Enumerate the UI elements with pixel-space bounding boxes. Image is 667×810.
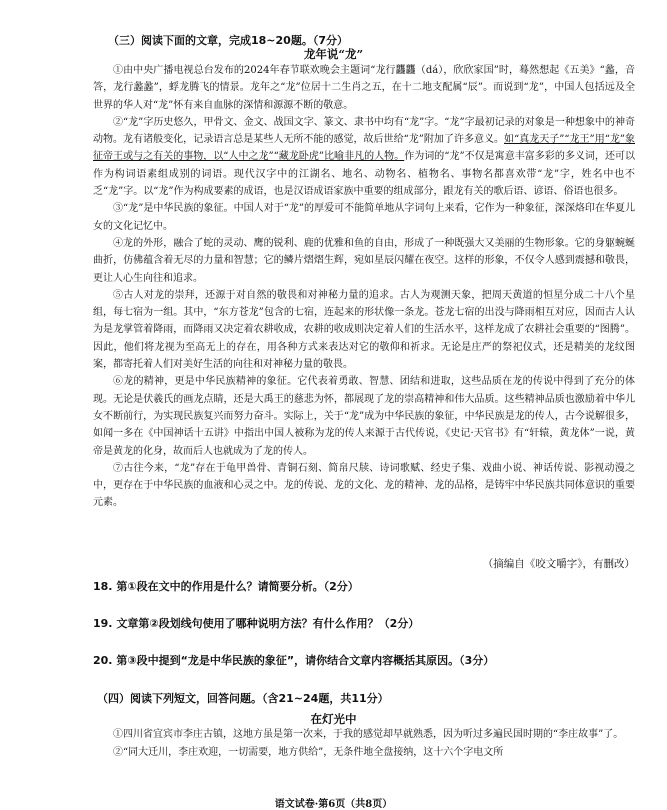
- story-title: 在灯光中: [310, 712, 357, 726]
- paragraph-4: ④龙的外形，融合了蛇的灵动、鹰的锐利、鹿的优雅和鱼的自由，形成了一种既强大又美丽的生物形象。它的身躯蜿蜒曲折，仿佛蕴含着无尽的力量和智慧；它的鳞片熠熠生辉，宛如星辰闪耀在夜空。这样的形象，不仅令人感到震撼和敬畏，更让人心生向往和追求。: [93, 237, 635, 284]
- story-paragraph-2: ②“同大迁川，李庄欢迎，一切需要，地方供给”，无条件地全盘接纳，这十六个字电文所: [113, 747, 504, 758]
- question-19: 19. 文章第②段划线句使用了哪种说明方法？有什么作用？（2分）: [93, 617, 420, 630]
- article-body: [93, 62, 635, 512]
- paragraph-5: ⑤古人对龙的崇拜，还源于对自然的敬畏和对神秘力量的追求。古人为观测天象，把周天黄道的恒星分成二十八个星组，每七宿为一组。其中，“东方苍龙”包含的七宿，连起来的形状像一条龙。苍龙七宿的出没与降雨相互对应，因而古人认为是龙掌管着降雨，而降雨又决定着农耕收成，农耕的收成则决定着人们的生活水平，这样龙成了农耕社会重要的“图腾”。因此，他们将龙视为至高无上的存在，用各种方式来表达对它的敬仰和祈求。无论是庄严的祭祀仪式，还是精美的龙纹图案，都寄托着人们对美好生活的向往和对神秘力量的敬畏。: [93, 289, 635, 371]
- paragraph-2-start: ②“龙”字历史悠久，甲骨文、金文、战国文字、篆文、隶书中均有“龙”字。“龙”字最初记录的对象是一种想象中的神奇动物。龙有诸般变化，记录语言总是某些人无所不能的感觉，故后世给“龙”附加了许多意义。: [93, 116, 635, 146]
- section-4-heading: （四）阅读下列短文，回答问题。（含21~24题，共11分）: [97, 692, 389, 705]
- story-body: [93, 726, 635, 762]
- article-title: 龙年说“龙”: [303, 47, 364, 61]
- paragraph-7: ⑦古往今来，“龙”存在于龟甲兽骨、青铜石刻、简帛尺牍、诗词歌赋、经史子集、戏曲小说、神话传说、影视动漫之中，更存在于中华民族的血液和心灵之中。龙的传说、龙的文化、龙的精神、龙的品格，是铸牢中华民族共同体意识的重要元素。: [93, 462, 635, 509]
- paragraph-6: ⑥龙的精神，更是中华民族精神的象征。它代表着勇敢、智慧、团结和进取，这些品质在龙的传说中得到了充分的体现。无论是伏羲氏的画龙点睛，还是大禹王的慈悲为怀，都展现了龙的崇高精神和伟大品质。这些精神品质也激励着中华儿女不断前行，为实现民族复兴而努力奋斗。实际上，关于“龙”成为中华民族的象征，中华民族是龙的传人，古今说解很多，如闻一多在《中国神话十五讲》中指出中国人被称为龙的传人来源于古代传说，《史记·天官书》有“轩辕，黄龙体”一说，黄帝是黄龙的化身，故而后人也就成为了龙的传人。: [93, 376, 635, 457]
- story-paragraph-1: ①四川省宜宾市李庄古镇，这地方虽是第一次来，于我的感觉却早就熟悉，因为听过多遍民国时期的“李庄故事”了。: [113, 729, 624, 740]
- paragraph-2-end: 作为词的“龙”不仅是寓意丰富多彩的多义词，还可以作为构词语素组成别的词语。现代汉字中的江湖名、地名、动物名、植物名、事物名都喜欢带“龙”字，姓名中也不乏“龙”字。以“龙”作为构成要素的成语，也是汉语成语家族中重要的组成部分，跟龙有关的歌后语、谚语、俗语也很多。: [93, 151, 635, 198]
- paragraph-3: ③“龙”是中华民族的象征。中国人对于“龙”的厚爱可不能简单地从字词句上来看，它作为一种象征，深深烙印在华夏儿女的文化记忆中。: [93, 203, 635, 232]
- question-18: 18. 第①段在文中的作用是什么？请简要分析。（2分）: [93, 580, 359, 593]
- paragraph-1: ①由中央广播电视总台发布的2024年春节联欢晚会主题词“龙行龘龘（dá），欣欣家国”时，蓦然想起《五美》“蠡，音答，龙行蠡蠡”，蜉龙腾飞的情景。龙年之“龙”位居十二生肖之五，在十二地支配属“辰”。而说到“龙”，中国人包括远及全世界的华人对“龙”怀有来自血脉的深情和源源不断的敬意。: [93, 65, 635, 111]
- question-20: 20. 第③段中提到“龙是中华民族的象征”，请你结合文章内容概括其原因。（3分）: [93, 654, 495, 667]
- paragraph-2: [93, 114, 635, 200]
- page-footer: 语文试卷·第6页（共8页）: [274, 799, 393, 810]
- section-3-heading: （三）阅读下面的文章，完成18~20题。（7分）: [108, 34, 348, 47]
- source-note: （摘编自《咬文嚼字》，有删改）: [482, 558, 635, 570]
- underlined-sentence: 如“真龙天子”“龙王”用“龙”象征帝王或与之有关的事物，以“人中之龙”“藏龙卧虎”比喻非凡的人物。: [93, 134, 635, 163]
